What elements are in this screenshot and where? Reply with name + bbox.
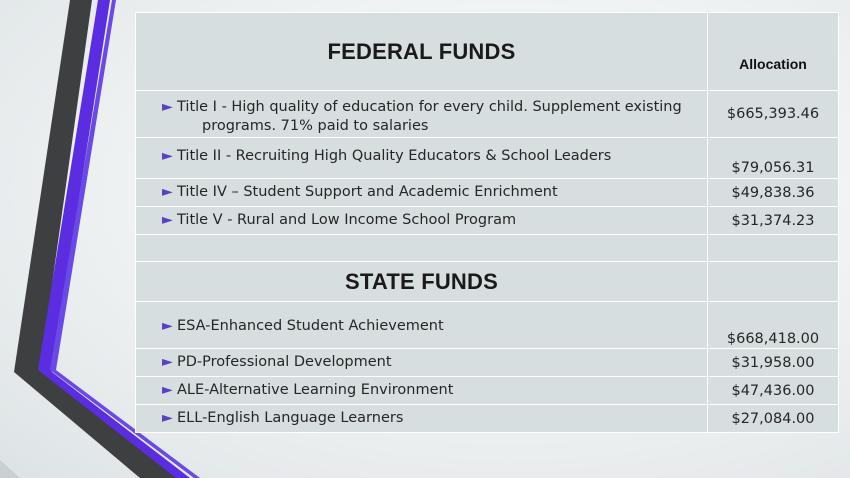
federal-funds-title: FEDERAL FUNDS (327, 39, 516, 64)
state-amount-pd (708, 349, 839, 377)
row-text: Title IV – Student Support and Academic Enrichment (177, 184, 558, 200)
right-triangle-arrow-icon: ► (162, 382, 173, 398)
right-triangle-arrow-icon: ► (162, 354, 173, 370)
right-triangle-arrow-icon: ► (162, 184, 173, 200)
right-triangle-arrow-icon: ► (162, 99, 173, 115)
amount-value: $79,056.31 (731, 160, 815, 176)
row-text: ELL-English Language Learners (177, 410, 404, 426)
state-row-esa (136, 302, 708, 349)
state-heading-amount-cell (708, 262, 839, 302)
federal-row-title-i (136, 91, 708, 138)
row-text: Title V - Rural and Low Income School Program (177, 212, 517, 228)
amount-value: $27,084.00 (731, 410, 815, 427)
row-text-line2: programs. 71% paid to salaries (202, 118, 429, 134)
amount-value: $47,436.00 (731, 382, 815, 399)
allocation-header: Allocation (739, 56, 807, 72)
federal-row-title-iv (136, 179, 708, 207)
row-text-line1: Title I - High quality of education for every child. Supplement existing (177, 99, 682, 115)
federal-amount-title-ii (708, 138, 839, 179)
federal-amount-title-i (708, 91, 839, 138)
right-triangle-arrow-icon: ► (162, 148, 173, 164)
state-funds-title: STATE FUNDS (345, 268, 498, 294)
spacer-cell (708, 235, 839, 262)
row-text: ESA-Enhanced Student Achievement (177, 318, 444, 334)
state-row-ale (136, 377, 708, 405)
amount-value: $49,838.36 (731, 184, 815, 201)
allocation-header-cell (708, 13, 839, 91)
state-row-ell (136, 405, 708, 433)
amount-value: $665,393.46 (726, 106, 820, 122)
amount-value: $31,958.00 (731, 354, 815, 371)
federal-row-title-v (136, 207, 708, 235)
federal-row-title-ii (136, 138, 708, 179)
state-amount-ale (708, 377, 839, 405)
state-amount-ell (708, 405, 839, 433)
right-triangle-arrow-icon: ► (162, 212, 173, 228)
row-text: PD-Professional Development (177, 354, 392, 370)
state-funds-heading-cell (136, 262, 708, 302)
funds-table (135, 12, 839, 433)
state-row-pd (136, 349, 708, 377)
federal-amount-title-iv (708, 179, 839, 207)
row-text: Title II - Recruiting High Quality Educators & School Leaders (177, 148, 612, 164)
amount-value: $668,418.00 (726, 331, 820, 347)
federal-amount-title-v (708, 207, 839, 235)
state-amount-esa (708, 302, 839, 349)
spacer-cell (136, 235, 708, 262)
right-triangle-arrow-icon: ► (162, 410, 173, 426)
amount-value: $31,374.23 (731, 212, 815, 229)
light-stripe (0, 460, 20, 478)
right-triangle-arrow-icon: ► (162, 318, 173, 334)
row-text: ALE-Alternative Learning Environment (177, 382, 454, 398)
federal-funds-heading-cell (136, 13, 708, 91)
